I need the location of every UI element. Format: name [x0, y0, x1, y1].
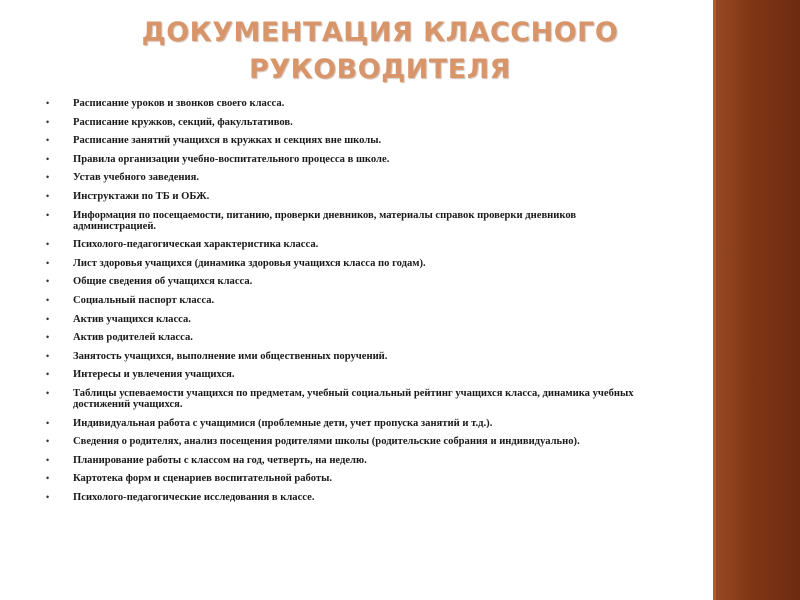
list-item — [46, 135, 646, 146]
list-item-text: Правила организации учебно-воспитательного процесса в школе. — [73, 153, 390, 165]
list-item — [46, 473, 646, 484]
bullet-icon: • — [46, 276, 50, 287]
list-item — [46, 258, 646, 269]
list-item — [46, 388, 646, 410]
list-item — [46, 210, 646, 232]
list-item — [46, 314, 646, 325]
list-item — [46, 295, 646, 306]
bullet-icon: • — [46, 98, 50, 108]
list-item — [46, 369, 646, 380]
list-item — [46, 332, 646, 343]
list-item-text: Интересы и увлечения учащихся. — [73, 369, 235, 381]
list-item — [46, 418, 646, 429]
bullet-icon: • — [46, 239, 50, 250]
list-item-text: Индивидуальная работа с учащимися (проблемные дети, учет пропуска занятий и т.д.). — [73, 417, 493, 429]
list-item-text: Расписание уроков и звонков своего класса. — [73, 98, 285, 109]
list-item — [46, 455, 646, 466]
bullet-icon: • — [46, 294, 50, 305]
bullet-icon: • — [46, 135, 50, 146]
list-item-text: Социальный паспорт класса. — [73, 294, 215, 306]
list-item — [46, 492, 646, 503]
list-item-text: Планирование работы с классом на год, четверть, на неделю. — [73, 454, 367, 466]
list-item-text: Расписание занятий учащихся в кружках и секциях вне школы. — [73, 135, 382, 147]
list-item — [46, 172, 646, 183]
list-item-text: Расписание кружков, секций, факультативов. — [73, 116, 293, 128]
list-item-text: Актив учащихся класса. — [73, 313, 191, 325]
bullet-icon: • — [46, 332, 50, 343]
list-item-text: Инструктажи по ТБ и ОБЖ. — [73, 190, 210, 202]
list-item-text: Сведения о родителях, анализ посещения родителями школы (родительские собрания и индивидуально). — [73, 436, 580, 448]
bullet-icon: • — [46, 454, 50, 465]
list-item-text: Актив родителей класса. — [73, 332, 193, 344]
list-item-text: Информация по посещаемости, питанию, проверки дневников, материалы справок проверки дневников администрацией. — [73, 209, 577, 232]
list-item-text: Лист здоровья учащихся (динамика здоровья учащихся класса по годам). — [73, 257, 426, 269]
bullet-icon: • — [46, 257, 50, 268]
list-item — [46, 351, 646, 362]
slide-title — [60, 14, 700, 88]
list-item — [46, 98, 646, 109]
bullet-icon: • — [46, 491, 50, 502]
list-item — [46, 239, 646, 250]
bullet-icon: • — [46, 209, 50, 220]
list-item-text: Психолого-педагогические исследования в классе. — [73, 491, 315, 503]
decorative-side-panel — [713, 0, 800, 600]
list-item — [46, 191, 646, 202]
list-item-text: Психолого-педагогическая характеристика класса. — [73, 239, 319, 251]
bullet-icon: • — [46, 417, 50, 428]
list-item-text: Общие сведения об учащихся класса. — [73, 276, 253, 288]
list-item — [46, 276, 646, 287]
list-item-text: Таблицы успеваемости учащихся по предметам, учебный социальный рейтинг учащихся класса, динамика учебных достижений учащихся. — [73, 387, 634, 410]
list-item-text: Картотека форм и сценариев воспитательной работы. — [73, 473, 332, 485]
title-line-1: ДОКУМЕНТАЦИЯ КЛАССНОГО — [141, 17, 619, 48]
bullet-icon: • — [46, 473, 50, 484]
bullet-icon: • — [46, 369, 50, 380]
title-line-2: РУКОВОДИТЕЛЯ — [249, 54, 511, 85]
list-item — [46, 436, 646, 447]
bullet-icon: • — [46, 387, 50, 398]
list-item-text: Занятость учащихся, выполнение ими общественных поручений. — [73, 350, 388, 362]
bullet-icon: • — [46, 436, 50, 447]
bullet-icon: • — [46, 313, 50, 324]
list-item — [46, 154, 646, 165]
bullet-icon: • — [46, 350, 50, 361]
bullet-icon: • — [46, 153, 50, 164]
bullet-icon: • — [46, 190, 50, 201]
bullet-icon: • — [46, 116, 50, 127]
bullet-icon: • — [46, 172, 50, 183]
documentation-list — [46, 98, 646, 510]
list-item — [46, 117, 646, 128]
list-item-text: Устав учебного заведения. — [73, 172, 199, 184]
